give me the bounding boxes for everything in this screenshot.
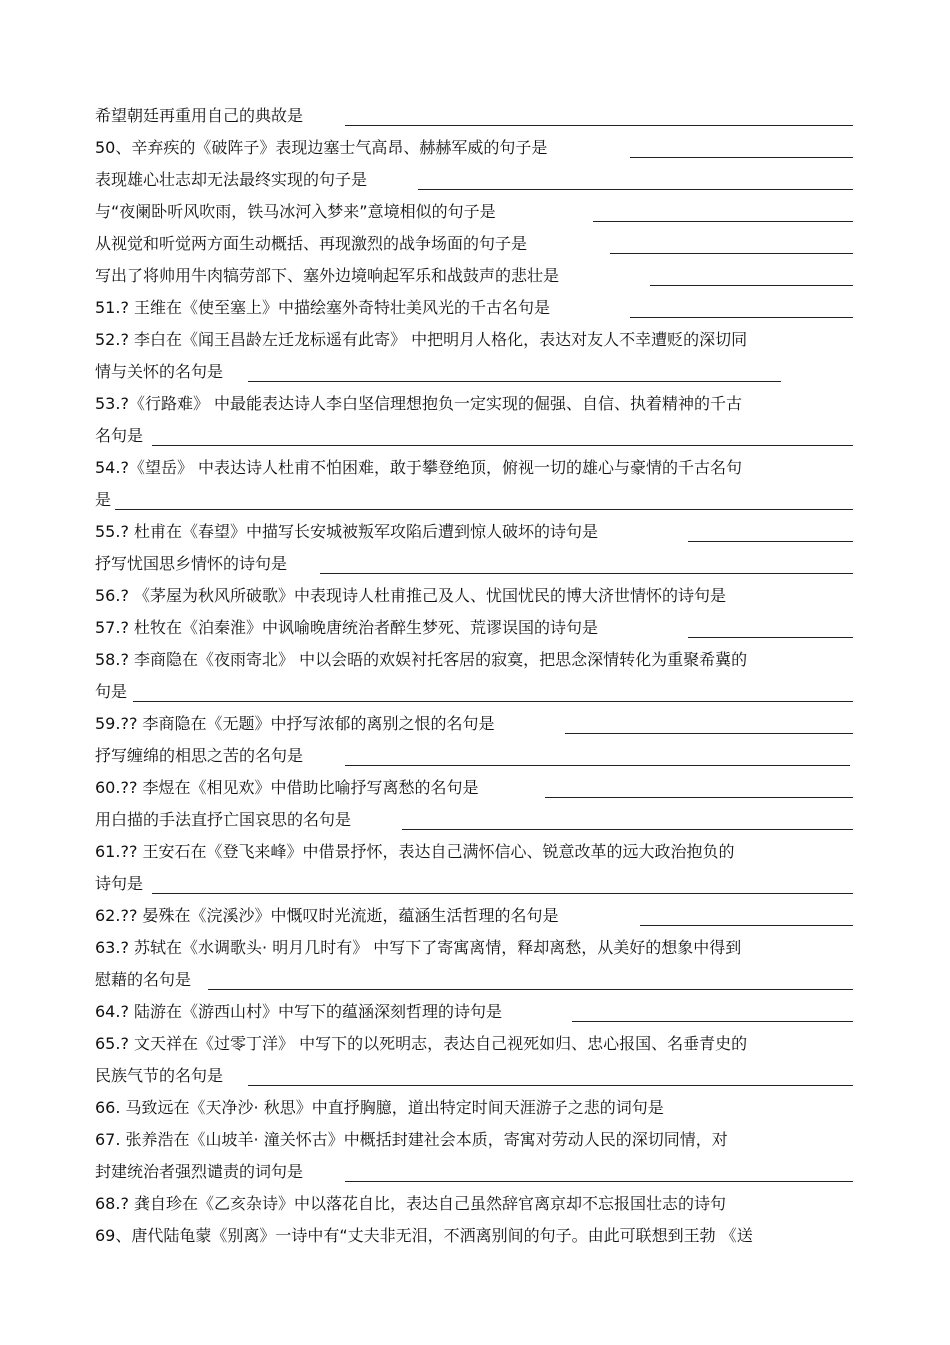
text-line: 55.? 杜甫在《春望》中描写长安城被叛军攻陷后遭到惊人破坏的诗句是 [95, 522, 599, 541]
answer-blank[interactable] [688, 637, 853, 638]
answer-blank[interactable] [208, 989, 853, 990]
text-line: 67. 张养浩在《山坡羊· 潼关怀古》中概括封建社会本质，寄寓对劳动人民的深切同情，对 [95, 1130, 728, 1149]
text-line: 52.? 李白在《闻王昌龄左迁龙标遥有此寄》 中把明月人格化，表达对友人不幸遭贬的深切同 [95, 330, 748, 349]
text-line: 68.? 龚自珍在《乙亥杂诗》中以落花自比，表达自己虽然辞官离京却不忘报国壮志的诗句 [95, 1194, 727, 1213]
text-line: 抒写缠绵的相思之苦的名句是 [95, 746, 304, 765]
answer-blank[interactable] [248, 381, 781, 382]
answer-blank[interactable] [320, 573, 853, 574]
text-line: 64.? 陆游在《游西山村》中写下的蕴涵深刻哲理的诗句是 [95, 1002, 503, 1021]
text-line: 66. 马致远在《天净沙· 秋思》中直抒胸臆，道出特定时间天涯游子之悲的词句是 [95, 1098, 664, 1117]
text-line: 63.? 苏轼在《水调歌头· 明月几时有》 中写下了寄寓离情，释却离愁，从美好的想象中得到 [95, 938, 742, 957]
text-line: 句是 [95, 682, 128, 701]
text-line: 61.?? 王安石在《登飞来峰》中借景抒怀，表达自己满怀信心、锐意改革的远大政治抱负的 [95, 842, 735, 861]
text-line: 53.?《行路难》 中最能表达诗人李白坚信理想抱负一定实现的倔强、自信、执着精神的千古 [95, 394, 743, 413]
text-line: 56.? 《茅屋为秋风所破歌》中表现诗人杜甫推己及人、忧国忧民的博大济世情怀的诗句是 [95, 586, 727, 605]
text-line: 名句是 [95, 426, 144, 445]
text-line: 59.?? 李商隐在《无题》中抒写浓郁的离别之恨的名句是 [95, 714, 495, 733]
text-line: 69、唐代陆龟蒙《别离》一诗中有“丈夫非无泪，不洒离别间的句子。由此可联想到王勃 《送 [95, 1226, 753, 1245]
text-line: 与“夜阑卧听风吹雨，铁马冰河入梦来”意境相似的句子是 [95, 202, 496, 221]
text-line: 表现雄心壮志却无法最终实现的句子是 [95, 170, 368, 189]
text-line: 从视觉和听觉两方面生动概括、再现激烈的战争场面的句子是 [95, 234, 528, 253]
answer-blank[interactable] [133, 701, 853, 702]
answer-blank[interactable] [610, 253, 853, 254]
text-line: 写出了将帅用牛肉犒劳部下、塞外边境响起军乐和战鼓声的悲壮是 [95, 266, 560, 285]
answer-blank[interactable] [572, 1021, 853, 1022]
text-line: 51.? 王维在《使至塞上》中描绘塞外奇特壮美风光的千古名句是 [95, 298, 551, 317]
answer-blank[interactable] [152, 445, 853, 446]
answer-blank[interactable] [688, 541, 853, 542]
answer-blank[interactable] [345, 765, 850, 766]
answer-blank[interactable] [152, 893, 853, 894]
answer-blank[interactable] [345, 1181, 853, 1182]
text-line: 50、辛弃疾的《破阵子》表现边塞士气高昂、赫赫军威的句子是 [95, 138, 548, 157]
text-line: 抒写忧国思乡情怀的诗句是 [95, 554, 288, 573]
answer-blank[interactable] [402, 829, 853, 830]
text-line: 58.? 李商隐在《夜雨寄北》 中以会晤的欢娱衬托客居的寂寞，把思念深情转化为重聚希冀的 [95, 650, 748, 669]
text-line: 希望朝廷再重用自己的典故是 [95, 106, 304, 125]
text-line: 65.? 文天祥在《过零丁洋》 中写下的以死明志，表达自己视死如归、忠心报国、名垂青史的 [95, 1034, 748, 1053]
answer-blank[interactable] [418, 189, 853, 190]
text-line: 诗句是 [95, 874, 144, 893]
answer-blank[interactable] [115, 509, 853, 510]
answer-blank[interactable] [565, 733, 853, 734]
text-line: 62.?? 晏殊在《浣溪沙》中慨叹时光流逝，蕴涵生活哲理的名句是 [95, 906, 559, 925]
answer-blank[interactable] [248, 1085, 853, 1086]
text-line: 54.?《望岳》 中表达诗人杜甫不怕困难，敢于攀登绝顶，俯视一切的雄心与豪情的千古名句 [95, 458, 743, 477]
answer-blank[interactable] [345, 125, 853, 126]
answer-blank[interactable] [630, 317, 853, 318]
text-line: 是 [95, 490, 112, 509]
answer-blank[interactable] [650, 285, 853, 286]
answer-blank[interactable] [545, 797, 853, 798]
text-line: 57.? 杜牧在《泊秦淮》中讽喻晚唐统治者醉生梦死、荒谬误国的诗句是 [95, 618, 599, 637]
answer-blank[interactable] [630, 157, 853, 158]
text-line: 60.?? 李煜在《相见欢》中借助比喻抒写离愁的名句是 [95, 778, 479, 797]
text-line: 民族气节的名句是 [95, 1066, 224, 1085]
text-line: 慰藉的名句是 [95, 970, 192, 989]
text-line: 情与关怀的名句是 [95, 362, 224, 381]
text-line: 用白描的手法直抒亡国哀思的名句是 [95, 810, 352, 829]
answer-blank[interactable] [593, 221, 853, 222]
text-line: 封建统治者强烈谴责的词句是 [95, 1162, 304, 1181]
answer-blank[interactable] [640, 925, 853, 926]
